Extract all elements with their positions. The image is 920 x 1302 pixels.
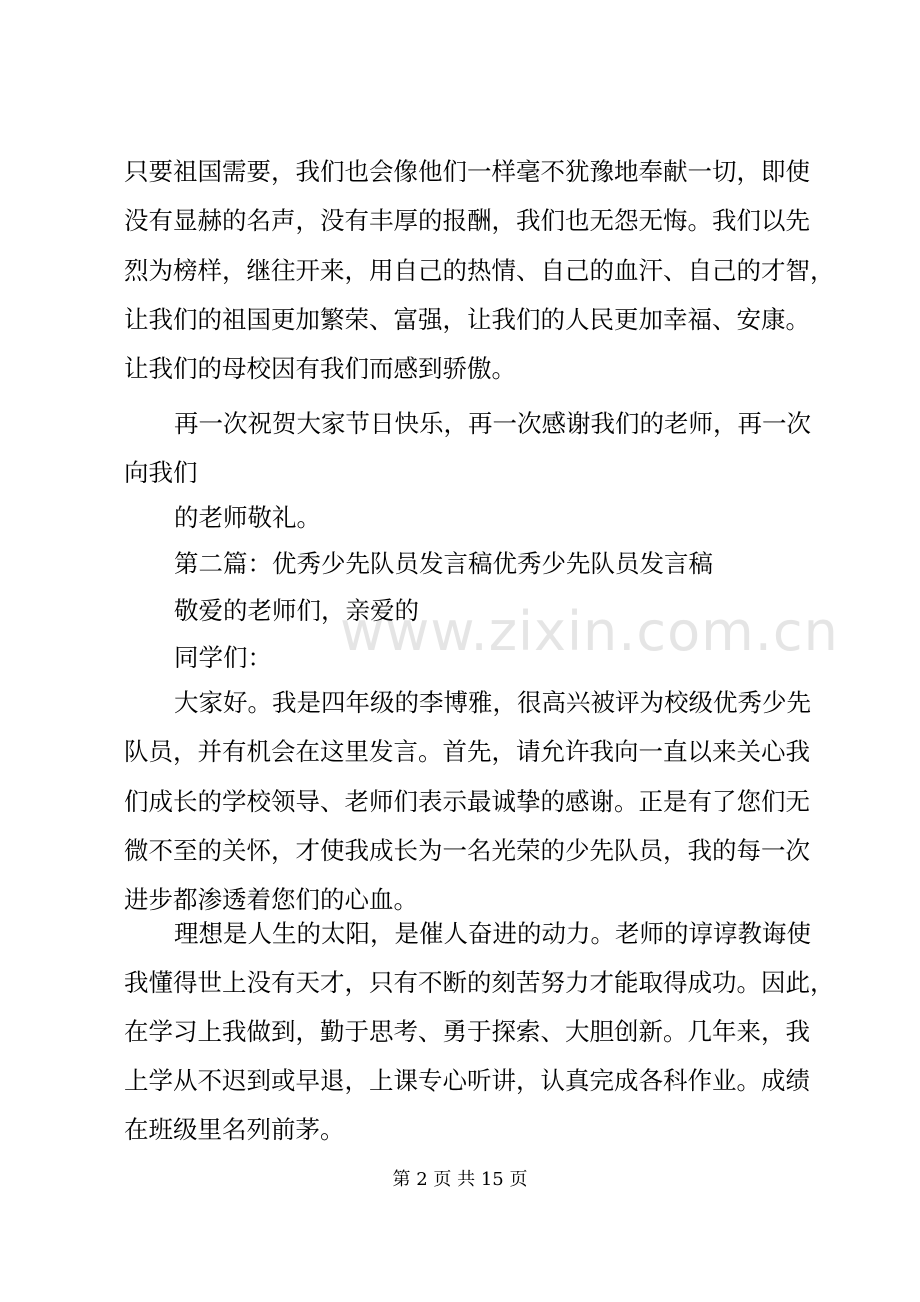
body-line: 在班级里名列前茅。: [124, 1115, 345, 1144]
body-line: 敬爱的老师们，亲爱的: [174, 596, 419, 625]
body-line: 我懂得世上没有天才，只有不断的刻苦努力才能取得成功。因此，: [124, 968, 835, 997]
page-footer: 第 2 页 共 15 页: [392, 1169, 528, 1190]
body-line: 向我们: [124, 458, 198, 487]
body-line: 只要祖国需要，我们也会像他们一样毫不犹豫地奉献一切，即使: [124, 157, 810, 186]
body-line: 同学们：: [174, 643, 272, 672]
body-line: 队员，并有机会在这里发言。首先，请允许我向一直以来关心我: [124, 737, 810, 766]
watermark: www.zixin.com.cn: [340, 600, 839, 663]
body-line: 微不至的关怀，才使我成长为一名光荣的少先队员，我的每一次: [124, 836, 810, 865]
body-line: 再一次祝贺大家节日快乐，再一次感谢我们的老师，再一次: [174, 409, 811, 438]
body-line: 大家好。我是四年级的李博雅，很高兴被评为校级优秀少先: [174, 688, 811, 717]
body-line: 烈为榜样，继往开来，用自己的热情、自己的血汗、自己的才智，: [124, 256, 835, 285]
body-line: 进步都渗透着您们的心血。: [124, 885, 418, 914]
body-line: 理想是人生的太阳，是催人奋进的动力。老师的谆谆教诲使: [174, 919, 811, 948]
body-line: 让我们的祖国更加繁荣、富强，让我们的人民更加幸福、安康。: [124, 305, 810, 334]
body-line: 让我们的母校因有我们而感到骄傲。: [124, 354, 516, 383]
body-line: 没有显赫的名声，没有丰厚的报酬，我们也无怨无悔。我们以先: [124, 206, 810, 235]
body-line: 上学从不迟到或早退，上课专心听讲，认真完成各科作业。成绩: [124, 1066, 810, 1095]
section-heading: 第二篇：优秀少先队员发言稿优秀少先队员发言稿: [174, 549, 713, 578]
body-line: 们成长的学校领导、老师们表示最诚挚的感谢。正是有了您们无: [124, 787, 810, 816]
body-line: 的老师敬礼。: [174, 503, 321, 532]
body-line: 在学习上我做到，勤于思考、勇于探索、大胆创新。几年来，我: [124, 1017, 810, 1046]
